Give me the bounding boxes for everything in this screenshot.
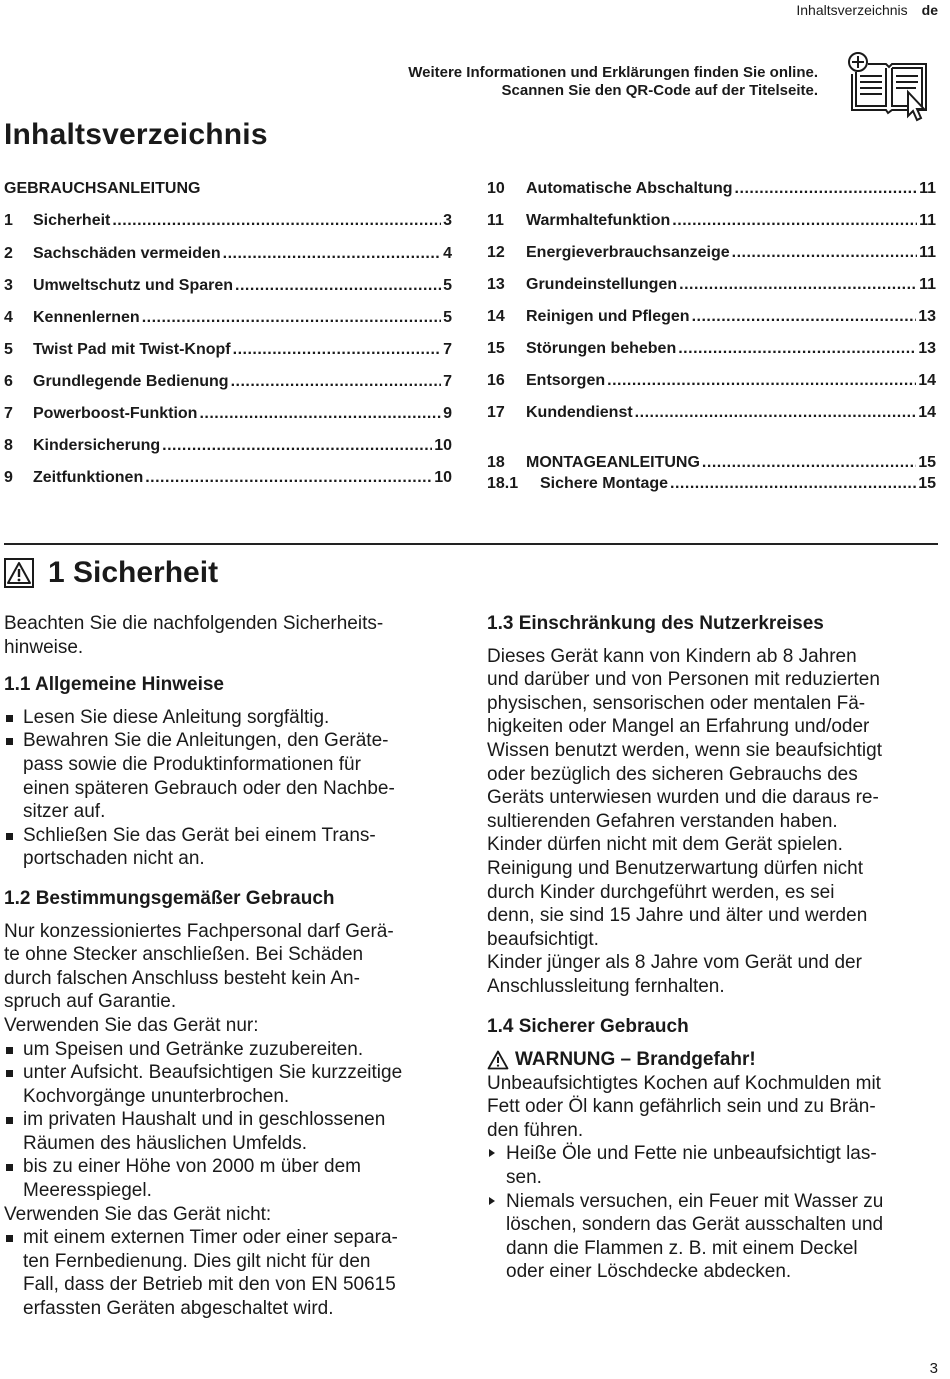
toc-entry-title: Kundendienst [526,404,633,421]
toc-entry-title: Powerboost-Funktion [33,405,198,422]
toc-entry-title: Energieverbrauchsanzeige [526,244,730,261]
text-line: Niemals versuchen, ein Feuer mit Wasser zu [506,1190,884,1212]
toc-entry[interactable] [487,372,936,392]
toc-entry[interactable] [487,475,936,495]
text-line: durch falschen Anschluss besteht kein An- [4,967,360,989]
text-line: Reinigung und Benutzerwartung dürfen nicht [487,857,864,879]
toc-leader-dots [732,244,917,262]
toc-leader-dots [672,212,917,230]
toc-entry-title: Kennenlernen [33,309,140,326]
toc-entry-number: 1 [4,212,13,229]
toc-entry-page: 5 [443,309,452,326]
cleaning-paragraph [487,857,939,951]
text-line: einen späteren Gebrauch oder den Nachbe- [23,777,395,799]
online-info-line-2: Scannen Sie den QR-Code auf der Titelseite. [501,82,818,99]
toc-entry-title: Reinigen und Pflegen [526,308,690,325]
toc-entry[interactable] [4,212,452,232]
text-line: bis zu einer Höhe von 2000 m über dem [23,1156,361,1178]
text-line: um Speisen und Getränke zuzubereiten. [23,1038,364,1060]
toc-entry[interactable] [4,405,452,425]
toc-entry-page: 14 [918,404,936,421]
use-only-list [4,1038,454,1203]
toc-entry-page: 3 [443,212,452,229]
text-line: dann die Flammen z. B. mit einem Deckel [506,1237,858,1259]
toc-entry-page: 11 [919,180,936,197]
toc-entry-number: 13 [487,276,505,293]
text-line: Nur konzessioniertes Fachpersonal darf Gerä- [4,920,394,942]
toc-entry[interactable] [4,309,452,329]
toc-entry-number: 18.1 [487,475,519,492]
toc-entry[interactable] [4,437,452,457]
toc-heading: GEBRAUCHSANLEITUNG [4,180,201,197]
toc-entry-page: 13 [918,308,936,325]
page-number: 3 [929,1360,938,1377]
text-line: durch Kinder durchgeführt werden, es sei [487,881,835,903]
toc-entry-title: Warmhaltefunktion [526,212,671,229]
children-play-paragraph [487,833,939,857]
list-item [4,824,454,871]
text-line: ten Fernbedienung. Dies gilt nicht für den [23,1250,371,1272]
header-language: de [921,2,938,18]
warning-triangle-icon [487,1050,509,1070]
text-line: Dieses Gerät kann von Kindern ab 8 Jahren [487,645,857,667]
list-item [4,1038,454,1062]
text-line: Lesen Sie diese Anleitung sorgfältig. [23,706,330,728]
toc-entry-title: Umweltschutz und Sparen [33,277,234,294]
section-title [4,556,218,590]
toc-leader-dots [199,405,441,423]
right-body-column [487,612,939,1284]
toc-entry-title: Sichere Montage [540,475,669,492]
toc-entry-number: 5 [4,341,13,358]
list-item [4,1108,454,1155]
book-pointer-icon [846,50,932,122]
text-line: spruch auf Garantie. [4,991,177,1013]
toc-leader-dots [670,475,916,493]
heading-1-3: 1.3 Einschränkung des Nutzerkreises [487,613,824,634]
text-line: denn, sie sind 15 Jahre und älter und werden [487,905,868,927]
toc-entry-page: 11 [919,212,936,229]
toc-entry[interactable] [4,373,452,393]
toc-entry-number: 12 [487,244,505,261]
text-line: portschaden nicht an. [23,848,205,870]
header-section: Inhaltsverzeichnis [796,2,908,18]
toc-entry[interactable] [487,340,936,360]
text-line: Heiße Öle und Fette nie unbeaufsichtigt las- [506,1143,877,1165]
text-line: erfassten Geräten abgeschaltet wird. [23,1298,334,1320]
toc-entry-number: 9 [4,469,13,486]
toc-entry-page: 15 [918,475,936,492]
toc-entry[interactable] [487,212,936,232]
toc-entry-page: 11 [919,276,936,293]
toc-entry-page: 5 [443,277,452,294]
text-line: sitzer auf. [23,801,106,823]
toc-leader-dots [112,212,441,230]
toc-entry[interactable] [4,341,452,361]
toc-entry-number: 11 [487,212,504,229]
text-line: mit einem externen Timer oder einer separa- [23,1227,398,1249]
toc-leader-dots [235,277,441,295]
use-not-list [4,1226,454,1320]
toc-entry-title: Störungen beheben [526,340,677,357]
toc-entry-number: 15 [487,340,505,357]
children-under-8-paragraph [487,951,939,998]
toc-entry-title: Twist Pad mit Twist-Knopf [33,341,231,358]
heading-1-2: 1.2 Bestimmungsgemäßer Gebrauch [4,887,335,909]
toc-leader-dots [692,308,917,326]
toc-entry-title: Grundeinstellungen [526,276,678,293]
toc-entry-number: 8 [4,437,13,454]
list-item [4,1226,454,1320]
toc-entry[interactable] [4,277,452,297]
text-line: sen. [506,1167,542,1189]
use-not-label: Verwenden Sie das Gerät nicht: [4,1203,272,1225]
list-item [487,1142,939,1189]
toc-entry-title: Entsorgen [526,372,606,389]
text-line: im privaten Haushalt und in geschlossenen [23,1109,386,1131]
toc-entry[interactable] [487,404,936,424]
toc-leader-dots [223,245,441,263]
toc-entry-title: Kindersicherung [33,437,161,454]
text-line: Kinder jünger als 8 Jahre vom Gerät und der [487,952,862,974]
text-line: unter Aufsicht. Beaufsichtigen Sie kurzzeitige [23,1062,403,1084]
toc-entry-title: Zeitfunktionen [33,469,144,486]
toc-entry-number: 6 [4,373,13,390]
toc-leader-dots [678,340,916,358]
toc-leader-dots [233,341,441,359]
toc-entry-page: 11 [919,244,936,261]
text-line: den führen. [487,1119,584,1141]
user-group-paragraph [487,645,939,834]
text-line: Schließen Sie das Gerät bei einem Trans- [23,824,376,846]
toc-entry-page: 13 [918,340,936,357]
toc-entry-page: 15 [918,454,936,471]
text-line: physischen, sensorischen oder mentalen Fä- [487,692,866,714]
text-line: Kochvorgänge ununterbrochen. [23,1085,290,1107]
toc-leader-dots [679,276,917,294]
text-line: Bewahren Sie die Anleitungen, den Geräte- [23,730,389,752]
text-line: löschen, sondern das Gerät ausschalten und [506,1214,884,1236]
toc-leader-dots [735,180,918,198]
text-line: oder einer Löschdecke abdecken. [506,1261,792,1283]
text-line: Kinder dürfen nicht mit dem Gerät spielen. [487,834,843,856]
toc-entry-number: 17 [487,404,505,421]
text-line: sultierenden Gefahren verstanden haben. [487,810,838,832]
toc-entry-number: 3 [4,277,13,294]
warning-action-list [487,1142,939,1284]
toc-entry-number: 2 [4,245,13,262]
toc-leader-dots [231,373,442,391]
toc-entry-page: 7 [443,341,452,358]
text-line: Beachten Sie die nachfolgenden Sicherheits- [4,613,384,634]
text-line: Unbeaufsichtigtes Kochen auf Kochmulden mit [487,1072,881,1094]
toc-entry-page: 4 [443,245,452,262]
text-line: oder bezüglich des sicheren Gebrauchs des [487,763,858,785]
text-line: pass sowie die Produktinformationen für [23,753,361,775]
running-header [796,2,938,18]
text-line: und darüber und von Personen mit reduzierten [487,669,880,691]
warning-title: WARNUNG – Brandgefahr! [515,1049,756,1071]
text-line: Fall, dass der Betrieb mit den von EN 50615 [23,1274,396,1296]
text-line: Wissen benutzt werden, wenn sie beaufsichtigt [487,739,882,761]
toc-entry[interactable] [487,276,936,296]
text-line: hinweise. [4,636,84,658]
toc-entry-page: 14 [918,372,936,389]
use-only-label: Verwenden Sie das Gerät nur: [4,1014,259,1036]
text-line: Anschlussleitung fernhalten. [487,975,725,997]
text-line: beaufsichtigt. [487,928,599,950]
toc-entry-number: 16 [487,372,505,389]
intro-paragraph [4,612,454,659]
toc-entry-title: Sicherheit [33,212,111,229]
toc-entry[interactable] [4,245,452,265]
list-item [4,729,454,823]
text-line: Fett oder Öl kann gefährlich sein und zu Brän- [487,1096,876,1118]
list-item [4,1155,454,1202]
warning-triangle-icon [4,558,34,588]
text-line: Meeresspiegel. [23,1180,152,1202]
text-line: Geräts unterwiesen wurden und die daraus re- [487,787,879,809]
toc-entry-title: Automatische Abschaltung [526,180,733,197]
page-title: Inhaltsverzeichnis [4,118,268,151]
toc-entry-number: 4 [4,309,13,326]
toc-leader-dots [162,437,432,455]
online-info-note [408,64,818,100]
toc-leader-dots [635,404,917,422]
toc-entry-page: 10 [434,437,452,454]
toc-entry-number: 14 [487,308,505,325]
online-info-line-1: Weitere Informationen und Erklärungen finden Sie online. [408,64,818,81]
toc-entry-page: 10 [434,469,452,486]
toc-leader-dots [145,469,432,487]
toc-entry[interactable] [487,180,936,200]
toc-entry[interactable] [487,454,936,474]
section-title-text: 1 Sicherheit [48,556,219,589]
section-divider [4,543,938,545]
toc-entry-number: 7 [4,405,13,422]
toc-leader-dots [142,309,441,327]
text-line: higkeiten oder Mangel an Erfahrung und/oder [487,716,870,738]
list-item [4,1061,454,1108]
toc-entry-number: 18 [487,454,505,471]
warning-heading [487,1048,939,1072]
general-notes-list [4,706,454,871]
text-line: Räumen des häuslichen Umfelds. [23,1132,308,1154]
toc-entry-title: Grundlegende Bedienung [33,373,229,390]
toc-entry-page: 7 [443,373,452,390]
list-item [487,1190,939,1284]
toc-entry[interactable] [487,244,936,264]
text-line: te ohne Stecker anschließen. Bei Schäden [4,944,364,966]
toc-leader-dots [607,372,916,390]
toc-entry-page: 9 [443,405,452,422]
toc-entry-title: Sachschäden vermeiden [33,245,221,262]
toc-leader-dots [702,454,916,472]
toc-entry-number: 10 [487,180,505,197]
warning-paragraph [487,1072,939,1143]
left-body-column [4,612,454,1321]
installation-paragraph [4,920,454,1014]
toc-entry-title: MONTAGEANLEITUNG [526,454,700,471]
heading-1-1: 1.1 Allgemeine Hinweise [4,674,224,696]
list-item [4,706,454,730]
toc-entry[interactable] [4,469,452,489]
toc-entry[interactable] [487,308,936,328]
heading-1-4: 1.4 Sicherer Gebrauch [487,1015,689,1037]
